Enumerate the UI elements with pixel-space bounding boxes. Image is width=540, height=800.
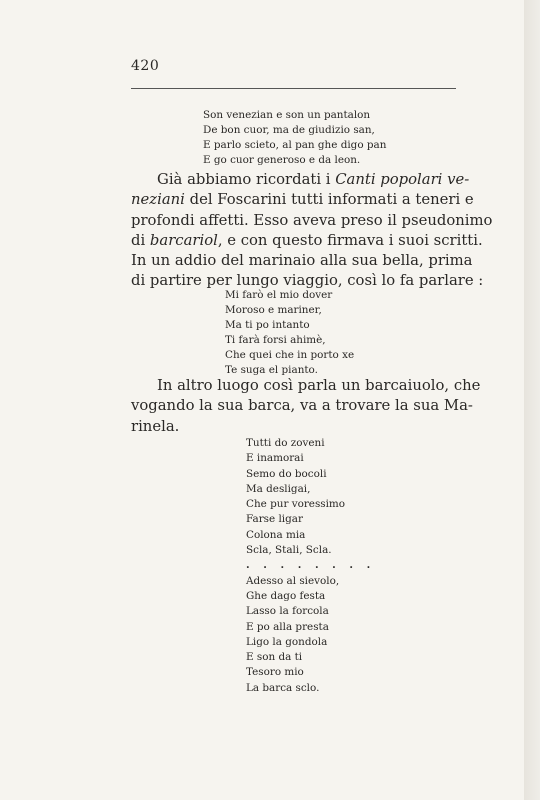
text-span: Già abbiamo ricordati i [157,171,336,188]
refrain-line: Tesoro mio [246,666,304,679]
verse-line: Ligo la gondola [246,635,328,648]
verse-line: E go cuor generoso e da leon. [203,154,361,166]
text-line: vogando la sua barca, va a trovare la sua Ma- [131,397,473,415]
verse-line: Ma desligai, [246,482,311,495]
header-rule [131,88,456,89]
text-span: del Foscarini tutti informati a teneri e [184,191,474,209]
verse-line: Tutti do zoveni [246,437,325,449]
verse-line: E son da ti [246,651,303,664]
verse-line: Moroso e mariner, [225,304,322,316]
verse-line: Mi farò el mio dover [225,289,333,301]
verse-line: Adesso al sievolo, [246,574,340,587]
verse-line: E parlo scieto, al pan ghe digo pan [203,139,387,151]
verse-line: Che pur voressimo [246,498,346,511]
refrain-line: La barca sclo. [246,681,320,694]
text-line: di partire per lungo viaggio, così lo fa parlare : [131,272,484,290]
verse-block-3 [246,436,375,696]
verse-line: Te suga el pianto. [225,364,318,376]
verse-line: Semo do bocoli [246,467,327,480]
text-span: di [131,231,150,249]
paragraph-2 [131,376,481,437]
page-edge [524,0,540,800]
verse-line: E inamorai [246,452,304,465]
verse-line: Son venezian e son un pantalon [203,109,371,121]
text-line [131,231,483,251]
refrain-line: Scla, Stali, Scla. [246,544,332,557]
italic-word: barcariol [149,231,218,249]
italic-title: Canti popolari ve- [335,171,470,188]
verse-line: De bon cuor, ma de giudizio san, [203,124,375,136]
verse-line: Lasso la forcola [246,605,329,618]
text-line [131,170,470,190]
text-line: profondi affetti. Esso aveva preso il pseudonimo [131,211,493,229]
text-line: In un addio del marinaio alla sua bella, prima [131,252,473,270]
text-line: In altro luogo così parla un barcaiuolo, che [157,377,481,394]
verse-line: Farse ligar [246,513,303,526]
page-number: 420 [131,58,160,74]
text-line [131,190,474,210]
verse-line: Che quei che in porto xe [225,349,355,361]
paragraph-1 [131,170,493,292]
verse-block-2 [225,288,354,378]
ellipsis-separator: . . . . . . . . [246,559,376,572]
text-span: , e con questo firmava i suoi scritti. [217,231,483,249]
verse-line: E po alla presta [246,620,329,633]
text-line: rinela. [131,417,180,435]
refrain-line: Colona mia [246,528,306,541]
verse-line: Ghe dago festa [246,589,326,602]
verse-line: Ma ti po intanto [225,319,310,331]
verse-line: Ti farà forsi ahimè, [225,334,326,346]
verse-block-1 [203,108,386,168]
italic-title: neziani [131,191,185,209]
